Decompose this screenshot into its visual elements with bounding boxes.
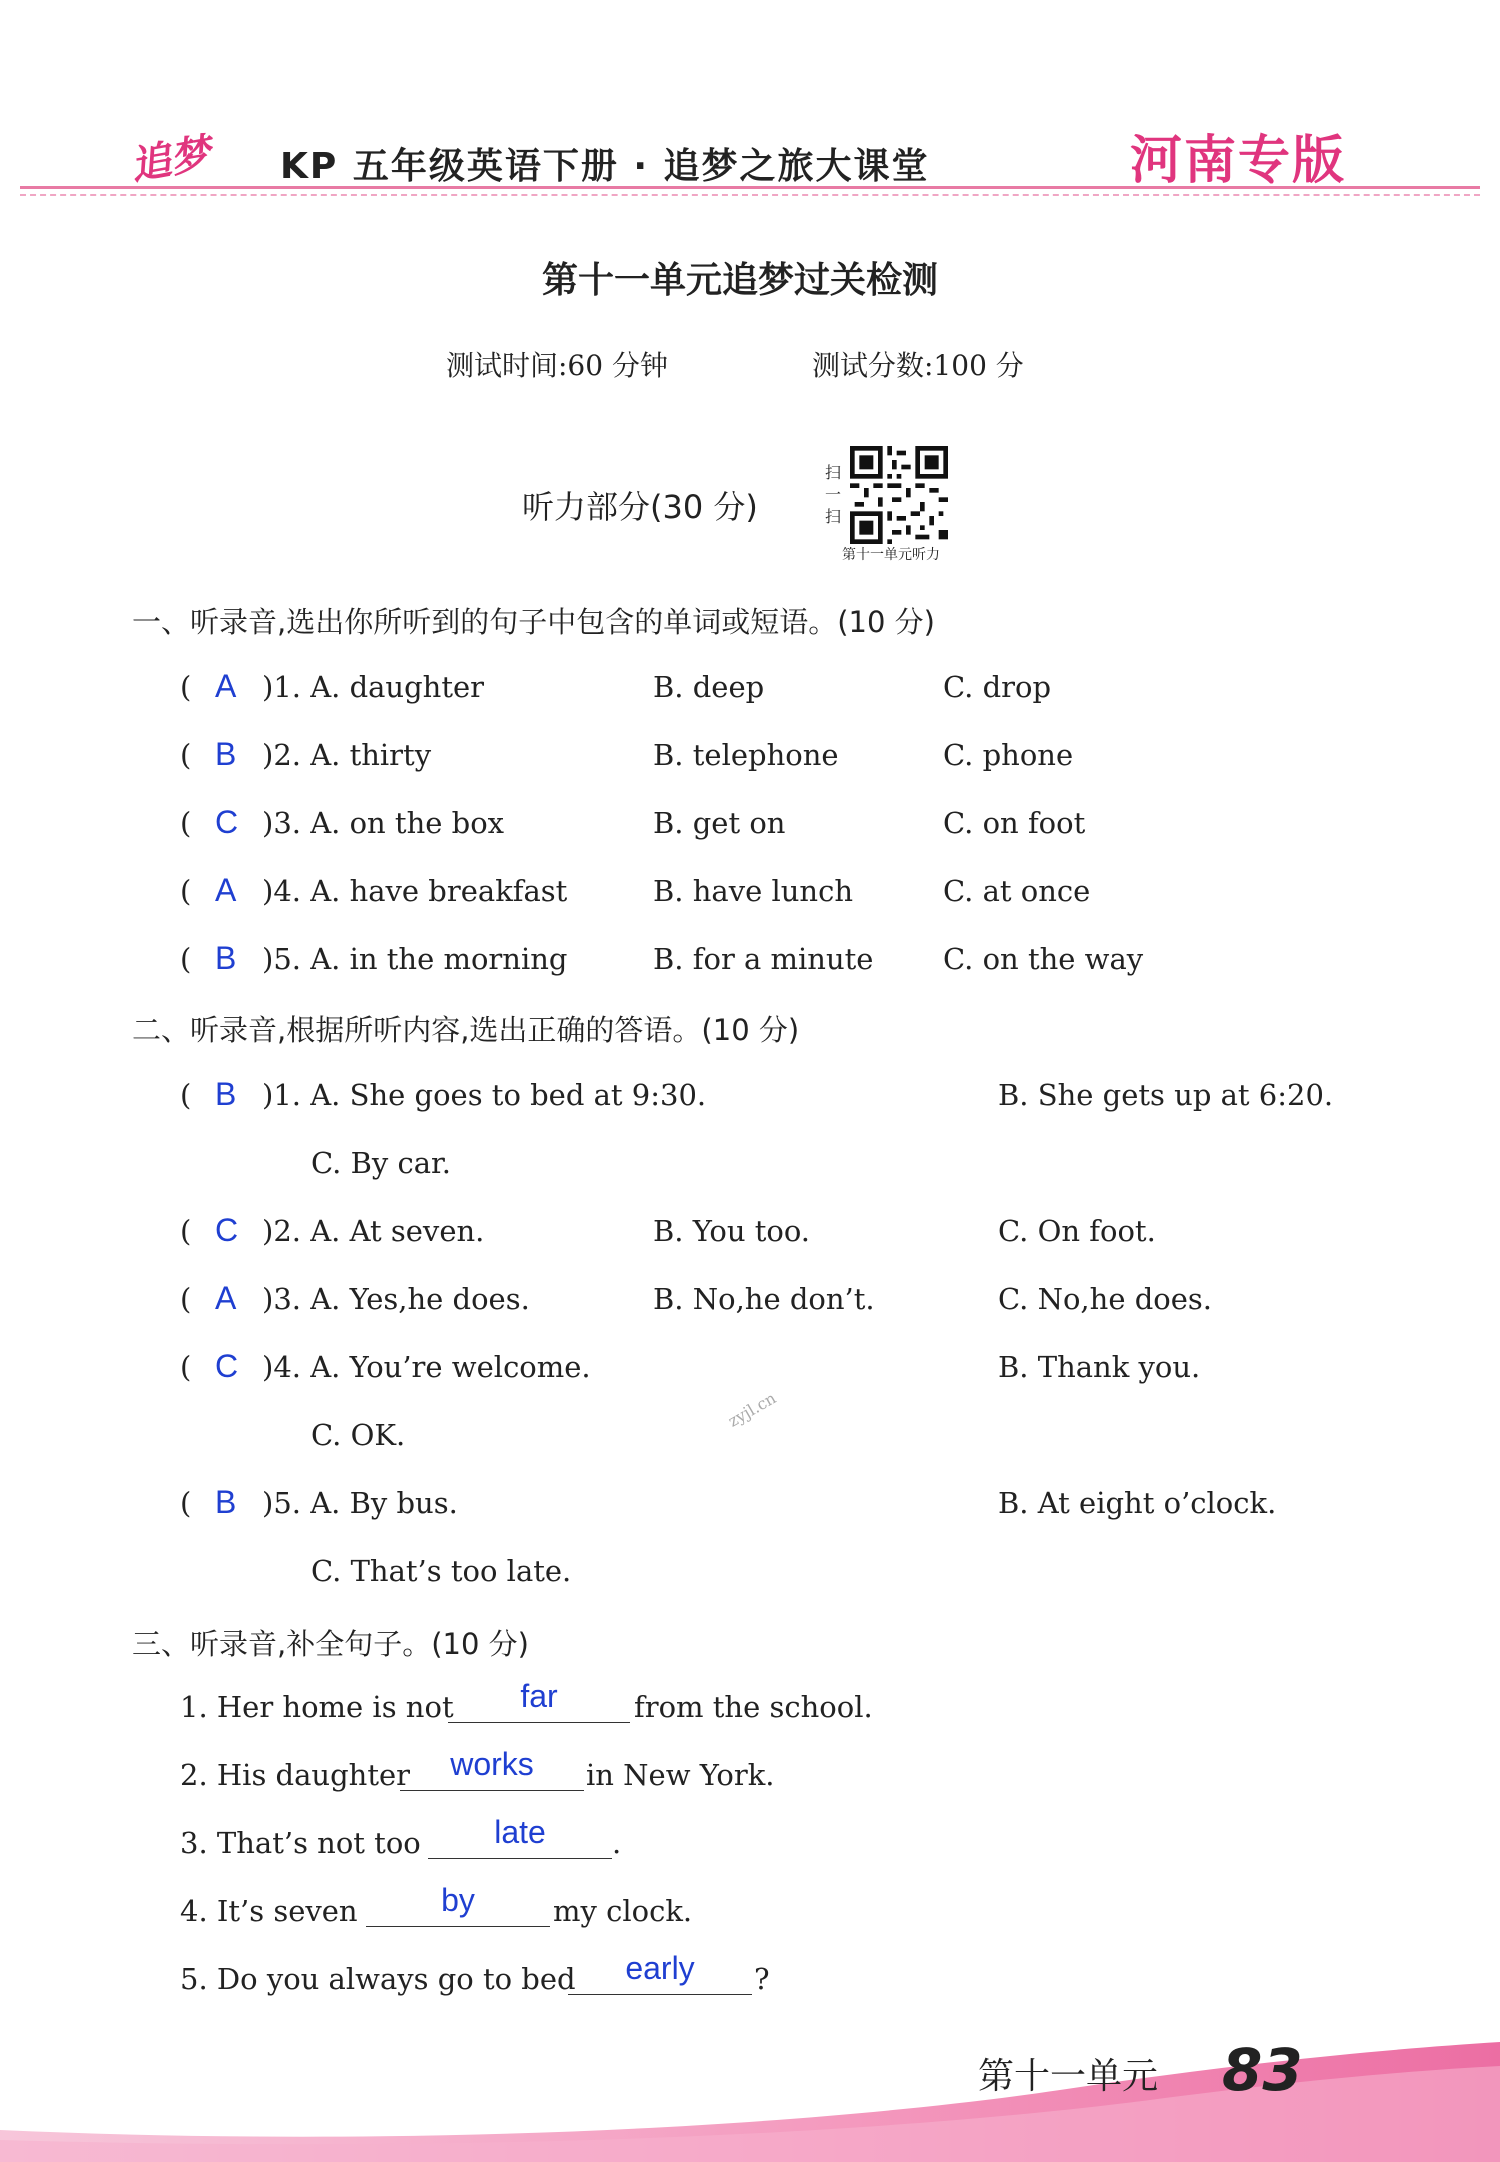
- test-score: 测试分数:100 分: [812, 349, 1024, 382]
- answer-blank[interactable]: [428, 1858, 612, 1859]
- filled-answer: late: [494, 1814, 546, 1850]
- answer-blank[interactable]: [448, 1722, 630, 1723]
- answer-mark: C: [215, 1212, 239, 1248]
- scan-label: [822, 462, 844, 528]
- option-c: C. No,he does.: [998, 1282, 1212, 1316]
- header-divider-dashed: [20, 194, 1480, 196]
- part3-heading: 三、听录音,补全句子。(10 分): [132, 1627, 529, 1661]
- option-a: )5. A. in the morning: [262, 942, 568, 976]
- option-a: )3. A. Yes,he does.: [262, 1282, 530, 1316]
- sentence-end: ?: [754, 1962, 770, 1996]
- answer-mark: A: [215, 668, 237, 704]
- sentence-end: .: [612, 1826, 622, 1860]
- answer-mark: B: [215, 1484, 237, 1520]
- sentence-start: 2. His daughter: [180, 1758, 411, 1792]
- edition-label: 河南专版: [1130, 131, 1347, 191]
- option-b: B. for a minute: [653, 942, 874, 976]
- option-b: B. No,he don’t.: [653, 1282, 875, 1316]
- open-paren: (: [180, 1214, 192, 1248]
- scan-char: 扫: [824, 507, 841, 526]
- option-c: C. That’s too late.: [311, 1554, 572, 1588]
- open-paren: (: [180, 1350, 192, 1384]
- option-c: C. on foot: [943, 806, 1086, 840]
- option-b: B. deep: [653, 670, 765, 704]
- option-c: C. drop: [943, 670, 1052, 704]
- option-b: B. have lunch: [653, 874, 854, 908]
- option-c: C. By car.: [311, 1146, 451, 1180]
- option-a: )4. A. have breakfast: [262, 874, 568, 908]
- unit-label: 第十一单元: [978, 2056, 1159, 2097]
- open-paren: (: [180, 1486, 192, 1520]
- filled-answer: far: [520, 1678, 558, 1714]
- answer-mark: A: [215, 872, 237, 908]
- answer-mark: B: [215, 940, 237, 976]
- watermark: zyjl.cn: [724, 1388, 780, 1431]
- sentence-start: 5. Do you always go to bed: [180, 1962, 576, 1996]
- answer-blank[interactable]: [568, 1994, 752, 1995]
- option-a: )1. A. daughter: [262, 670, 485, 704]
- page-number: 83: [1222, 2036, 1303, 2104]
- sentence-start: 1. Her home is not: [180, 1690, 454, 1724]
- answer-mark: B: [215, 1076, 237, 1112]
- book-title: KP 五年级英语下册 · 追梦之旅大课堂: [280, 146, 930, 187]
- qr-code-icon[interactable]: [850, 446, 948, 544]
- option-b: B. telephone: [653, 738, 839, 772]
- filled-answer: works: [450, 1746, 534, 1782]
- part1-heading: 一、听录音,选出你所听到的句子中包含的单词或短语。(10 分): [132, 605, 935, 639]
- option-a: )4. A. You’re welcome.: [262, 1350, 591, 1384]
- option-a: )1. A. She goes to bed at 9:30.: [262, 1078, 707, 1112]
- open-paren: (: [180, 874, 192, 908]
- sentence-end: my clock.: [553, 1894, 693, 1928]
- page-title: 第十一单元追梦过关检测: [541, 260, 938, 301]
- answer-blank[interactable]: [400, 1790, 584, 1791]
- option-c: C. On foot.: [998, 1214, 1156, 1248]
- filled-answer: early: [625, 1950, 695, 1986]
- scan-char: 扫: [824, 463, 841, 482]
- open-paren: (: [180, 806, 192, 840]
- option-c: C. phone: [943, 738, 1074, 772]
- option-a: )3. A. on the box: [262, 806, 505, 840]
- sentence-start: 4. It’s seven: [180, 1894, 358, 1928]
- qr-caption: 第十一单元听力: [842, 547, 940, 563]
- part2-heading: 二、听录音,根据所听内容,选出正确的答语。(10 分): [132, 1013, 800, 1047]
- answer-mark: C: [215, 804, 239, 840]
- filled-answer: by: [441, 1882, 475, 1918]
- sentence-start: 3. That’s not too: [180, 1826, 421, 1860]
- answer-blank[interactable]: [366, 1926, 550, 1927]
- option-a: )5. A. By bus.: [262, 1486, 458, 1520]
- open-paren: (: [180, 1078, 192, 1112]
- sentence-end: in New York.: [586, 1758, 775, 1792]
- open-paren: (: [180, 670, 192, 704]
- option-a: )2. A. At seven.: [262, 1214, 485, 1248]
- logo: 追梦: [127, 130, 214, 190]
- answer-mark: B: [215, 736, 237, 772]
- open-paren: (: [180, 738, 192, 772]
- option-c: C. at once: [943, 874, 1091, 908]
- open-paren: (: [180, 942, 192, 976]
- option-c: C. OK.: [311, 1418, 406, 1452]
- open-paren: (: [180, 1282, 192, 1316]
- header-divider: [20, 186, 1480, 189]
- answer-mark: C: [215, 1348, 239, 1384]
- option-b: B. get on: [653, 806, 786, 840]
- scan-char: 一: [824, 485, 841, 504]
- test-time: 测试时间:60 分钟: [446, 349, 668, 382]
- option-b: B. You too.: [653, 1214, 811, 1248]
- listening-heading: 听力部分(30 分): [522, 488, 758, 526]
- sentence-end: from the school.: [634, 1690, 873, 1724]
- answer-mark: A: [215, 1280, 237, 1316]
- option-a: )2. A. thirty: [262, 738, 432, 772]
- option-b: B. She gets up at 6:20.: [998, 1078, 1334, 1112]
- option-b: B. At eight o’clock.: [998, 1486, 1277, 1520]
- option-c: C. on the way: [943, 942, 1144, 976]
- option-b: B. Thank you.: [998, 1350, 1201, 1384]
